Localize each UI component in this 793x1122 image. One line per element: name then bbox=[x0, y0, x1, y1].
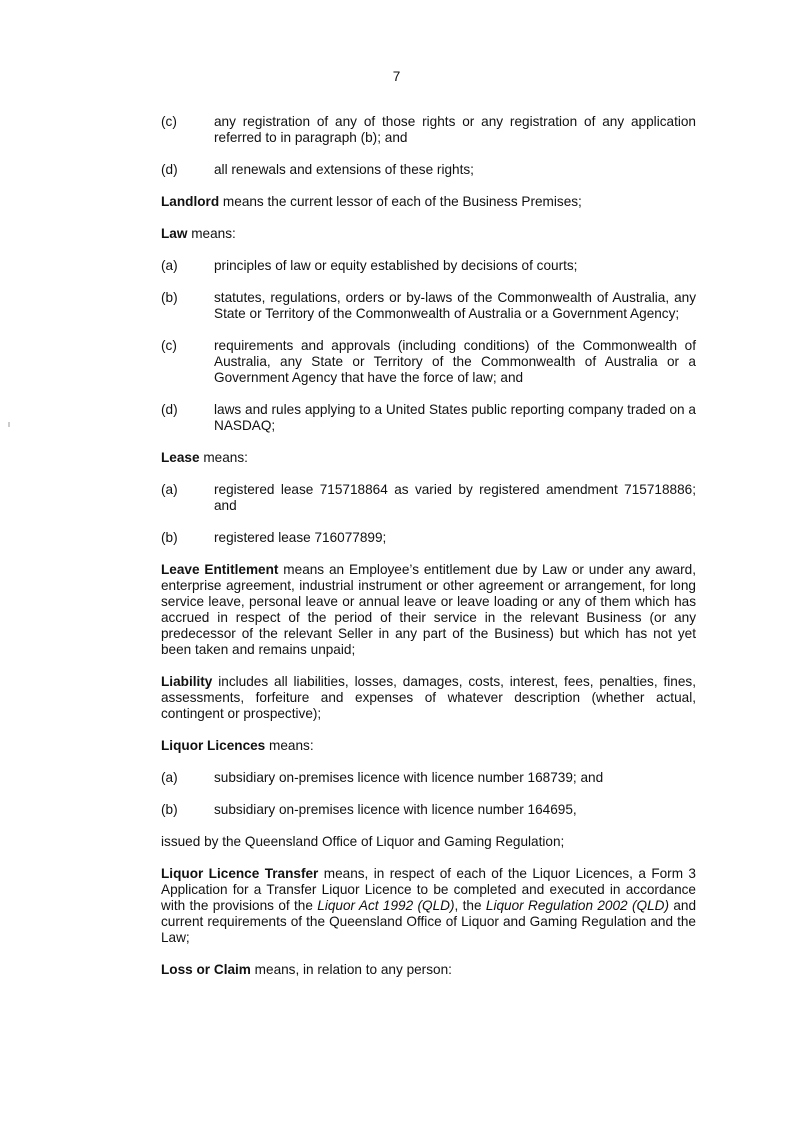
item-label: (c) bbox=[161, 114, 177, 129]
definition-law: Law means: bbox=[161, 226, 236, 241]
item-label: (d) bbox=[161, 162, 178, 177]
scan-mark bbox=[8, 422, 10, 427]
defined-term: Liability bbox=[161, 674, 213, 689]
defined-term: Loss or Claim bbox=[161, 962, 251, 977]
item-text: all renewals and extensions of these rights; bbox=[214, 162, 474, 177]
list-item bbox=[161, 114, 696, 146]
definition-liquor-licences: Liquor Licences means: bbox=[161, 738, 314, 753]
list-item: (a) subsidiary on-premises licence with licence number 168739; and bbox=[161, 770, 604, 785]
definition-liquor-licence-transfer: Liquor Licence Transfer means, in respect of each of the Liquor Licences, a Form 3 Application for a Transfer Liquor Licence to be completed and executed in accordance with the provisions of the Liquor Act 1992 (QLD), the Liquor Regulation 2002 (QLD) and current requirements of the Queensland Office of Liquor and Gaming Regulation and the Law; bbox=[161, 866, 697, 945]
definition-leave-entitlement: Leave Entitlement means an Employee’s entitlement due by Law or under any award, enterprise agreement, industrial instrument or other agreement or arrangement, for long service leave, personal leave or annual leave or leave loading or any of them which has accrued in respect of the period of their service in the relevant Business (or any predecessor of the relevant Seller in any part of the Business) but which has not yet been taken and remains unpaid; bbox=[161, 562, 696, 657]
definition-landlord: Landlord means the current lessor of each of the Business Premises; bbox=[161, 194, 582, 209]
defined-term: Liquor Licence Transfer bbox=[161, 866, 319, 881]
list-item: (b) registered lease 716077899; bbox=[161, 530, 387, 545]
page-number: 7 bbox=[392, 69, 401, 84]
definition-loss-or-claim: Loss or Claim means, in relation to any person: bbox=[161, 962, 452, 977]
defined-term: Liquor Licences bbox=[161, 738, 266, 753]
list-item: (d) laws and rules applying to a United States public reporting company traded on a NASDAQ; bbox=[161, 402, 696, 433]
document-body bbox=[161, 114, 696, 994]
list-item: (b) statutes, regulations, orders or by-laws of the Commonwealth of Australia, any State or Territory of the Commonwealth of Australia or a Government Agency; bbox=[161, 290, 696, 321]
item-text: any registration of any of those rights or any registration of any application referred to in paragraph (b); and bbox=[214, 114, 696, 145]
defined-term: Leave Entitlement bbox=[161, 562, 279, 577]
defined-term: Landlord bbox=[161, 194, 220, 209]
defined-term: Law bbox=[161, 226, 188, 241]
liquor-licences-closing: issued by the Queensland Office of Liquor and Gaming Regulation; bbox=[161, 834, 565, 849]
list-item bbox=[161, 162, 696, 178]
list-item: (a) registered lease 715718864 as varied by registered amendment 715718886; and bbox=[161, 482, 696, 513]
list-item: (a) principles of law or equity established by decisions of courts; bbox=[161, 258, 578, 273]
list-item: (c) requirements and approvals (including conditions) of the Commonwealth of Australia, any State or Territory of the Commonwealth of Australia or a Government Agency that have the force of law; and bbox=[161, 338, 696, 385]
definition-lease: Lease means: bbox=[161, 450, 248, 465]
defined-term: Lease bbox=[161, 450, 200, 465]
list-item: (b) subsidiary on-premises licence with licence number 164695, bbox=[161, 802, 577, 817]
definition-liability: Liability includes all liabilities, losses, damages, costs, interest, fees, penalties, fines, assessments, forfeiture and expenses of whatever description (whether actual, contingent or prospective); bbox=[161, 674, 696, 721]
